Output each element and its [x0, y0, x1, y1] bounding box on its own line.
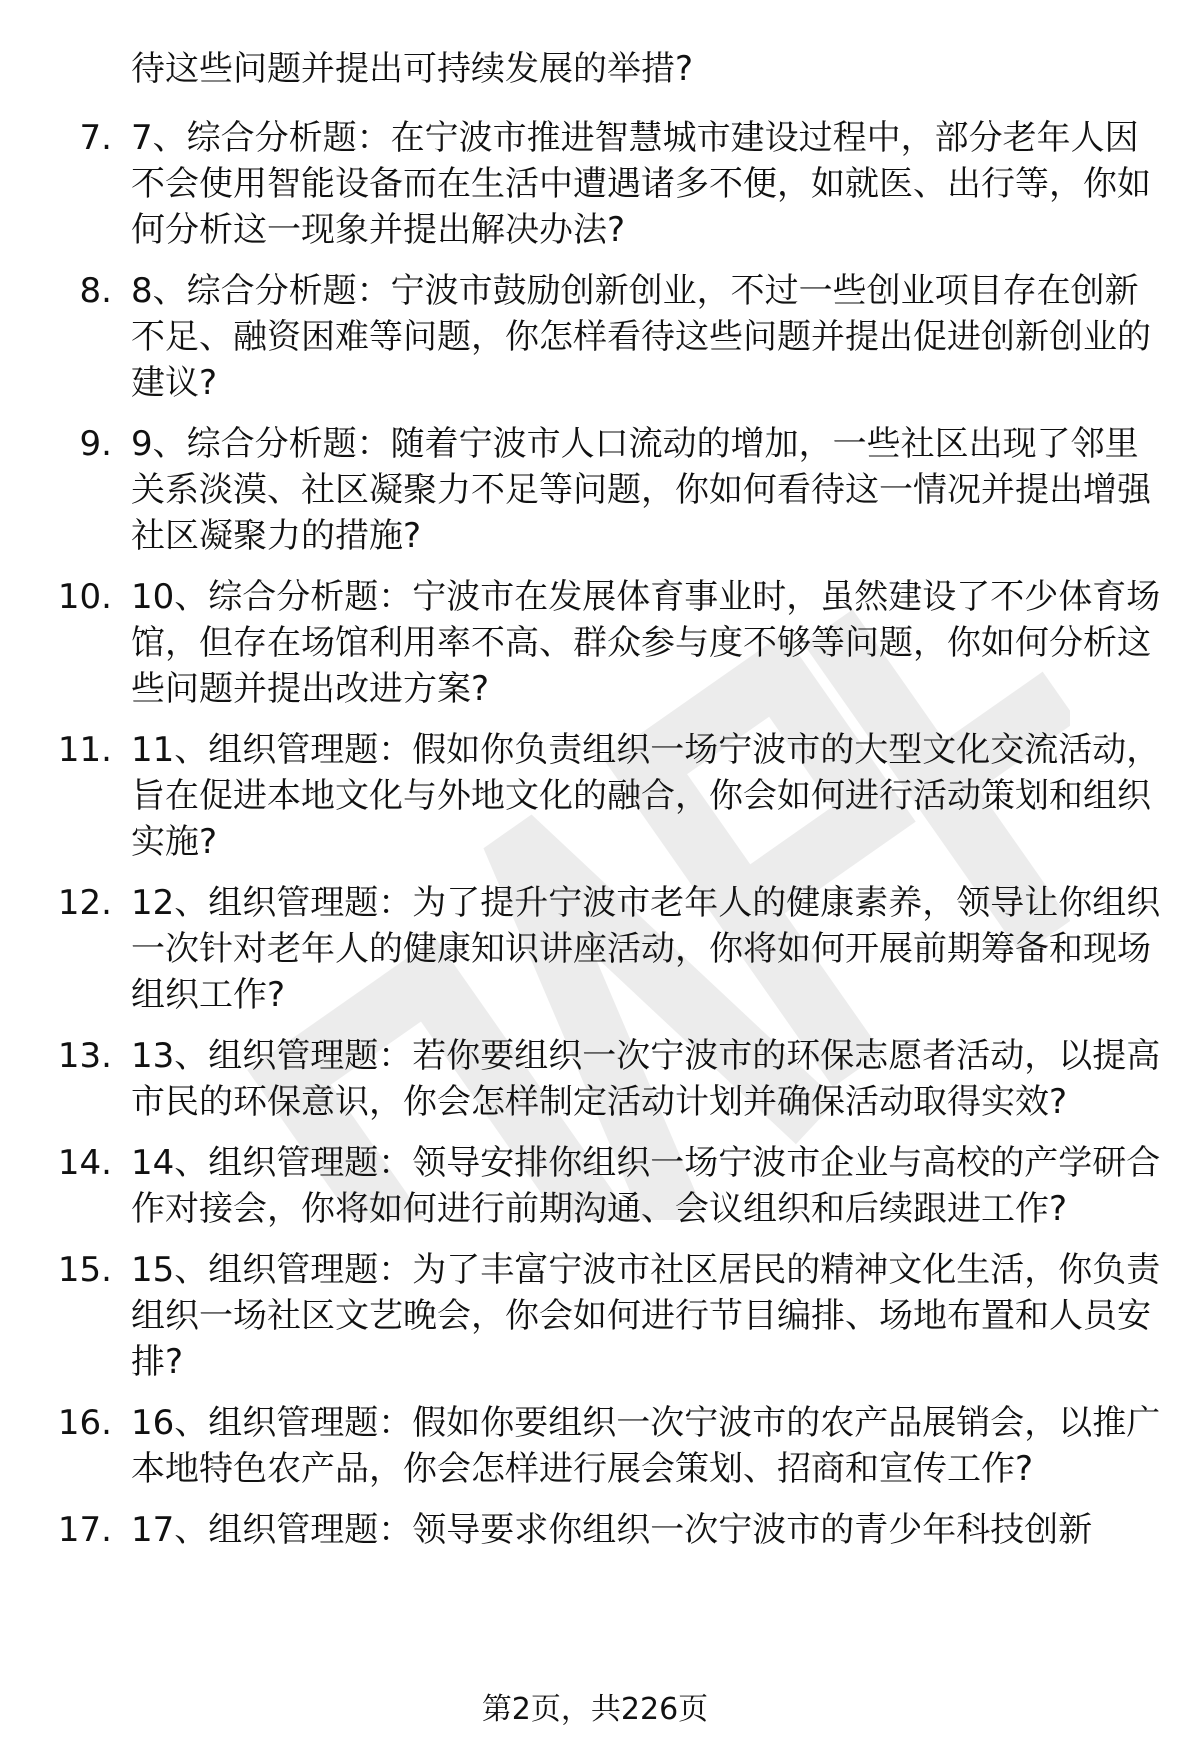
question-number: 11. — [57, 730, 112, 770]
question-item — [0, 727, 1171, 865]
question-item — [0, 1247, 1171, 1385]
question-text: 13、组织管理题：若你要组织一次宁波市的环保志愿者活动，以提高市民的环保意识，你会怎样制定活动计划并确保活动取得实效? — [131, 1036, 1161, 1122]
question-list — [0, 115, 1190, 1568]
question-item — [0, 1140, 1171, 1232]
page-footer: 第2页，共226页 — [481, 1692, 709, 1727]
question-number: 16. — [57, 1403, 112, 1443]
question-number: 7. — [79, 118, 112, 158]
question-text: 16、组织管理题：假如你要组织一次宁波市的农产品展销会，以推广本地特色农产品，你会怎样进行展会策划、招商和宣传工作? — [131, 1403, 1161, 1489]
question-item — [0, 1507, 1171, 1553]
question-item — [0, 115, 1171, 253]
question-number: 9. — [79, 424, 112, 464]
question-item — [0, 421, 1171, 559]
question-text: 17、组织管理题：领导要求你组织一次宁波市的青少年科技创新 — [131, 1510, 1093, 1550]
question-number: 14. — [57, 1143, 112, 1183]
question-number: 8. — [79, 271, 112, 311]
question-number: 10. — [57, 577, 112, 617]
question-number: 17. — [57, 1510, 112, 1550]
question-item — [0, 1033, 1171, 1125]
question-text: 9、综合分析题：随着宁波市人口流动的增加，一些社区出现了邻里关系淡漠、社区凝聚力不足等问题，你如何看待这一情况并提出增强社区凝聚力的措施? — [131, 424, 1151, 556]
question-text: 10、综合分析题：宁波市在发展体育事业时，虽然建设了不少体育场馆，但存在场馆利用率不高、群众参与度不够等问题，你如何分析这些问题并提出改进方案? — [131, 577, 1161, 709]
question-text: 15、组织管理题：为了丰富宁波市社区居民的精神文化生活，你负责组织一场社区文艺晚会，你会如何进行节目编排、场地布置和人员安排? — [131, 1250, 1161, 1382]
question-item — [0, 268, 1171, 406]
question-number: 15. — [57, 1250, 112, 1290]
question-item — [0, 880, 1171, 1018]
question-text: 12、组织管理题：为了提升宁波市老年人的健康素养，领导让你组织一次针对老年人的健康知识讲座活动，你将如何开展前期筹备和现场组织工作? — [131, 883, 1161, 1015]
question-item — [0, 1400, 1171, 1492]
question-item — [0, 574, 1171, 712]
continued-question-text: 待这些问题并提出可持续发展的举措? — [131, 49, 694, 89]
question-text: 7、综合分析题：在宁波市推进智慧城市建设过程中，部分老年人因不会使用智能设备而在生活中遭遇诸多不便，如就医、出行等，你如何分析这一现象并提出解决办法? — [131, 118, 1151, 250]
question-text: 11、组织管理题：假如你负责组织一场宁波市的大型文化交流活动，旨在促进本地文化与外地文化的融合，你会如何进行活动策划和组织实施? — [131, 730, 1161, 862]
question-number: 12. — [57, 883, 112, 923]
question-text: 14、组织管理题：领导安排你组织一场宁波市企业与高校的产学研合作对接会，你将如何进行前期沟通、会议组织和后续跟进工作? — [131, 1143, 1161, 1229]
question-number: 13. — [57, 1036, 112, 1076]
question-text: 8、综合分析题：宁波市鼓励创新创业，不过一些创业项目存在创新不足、融资困难等问题，你怎样看待这些问题并提出促进创新创业的建议? — [131, 271, 1151, 403]
